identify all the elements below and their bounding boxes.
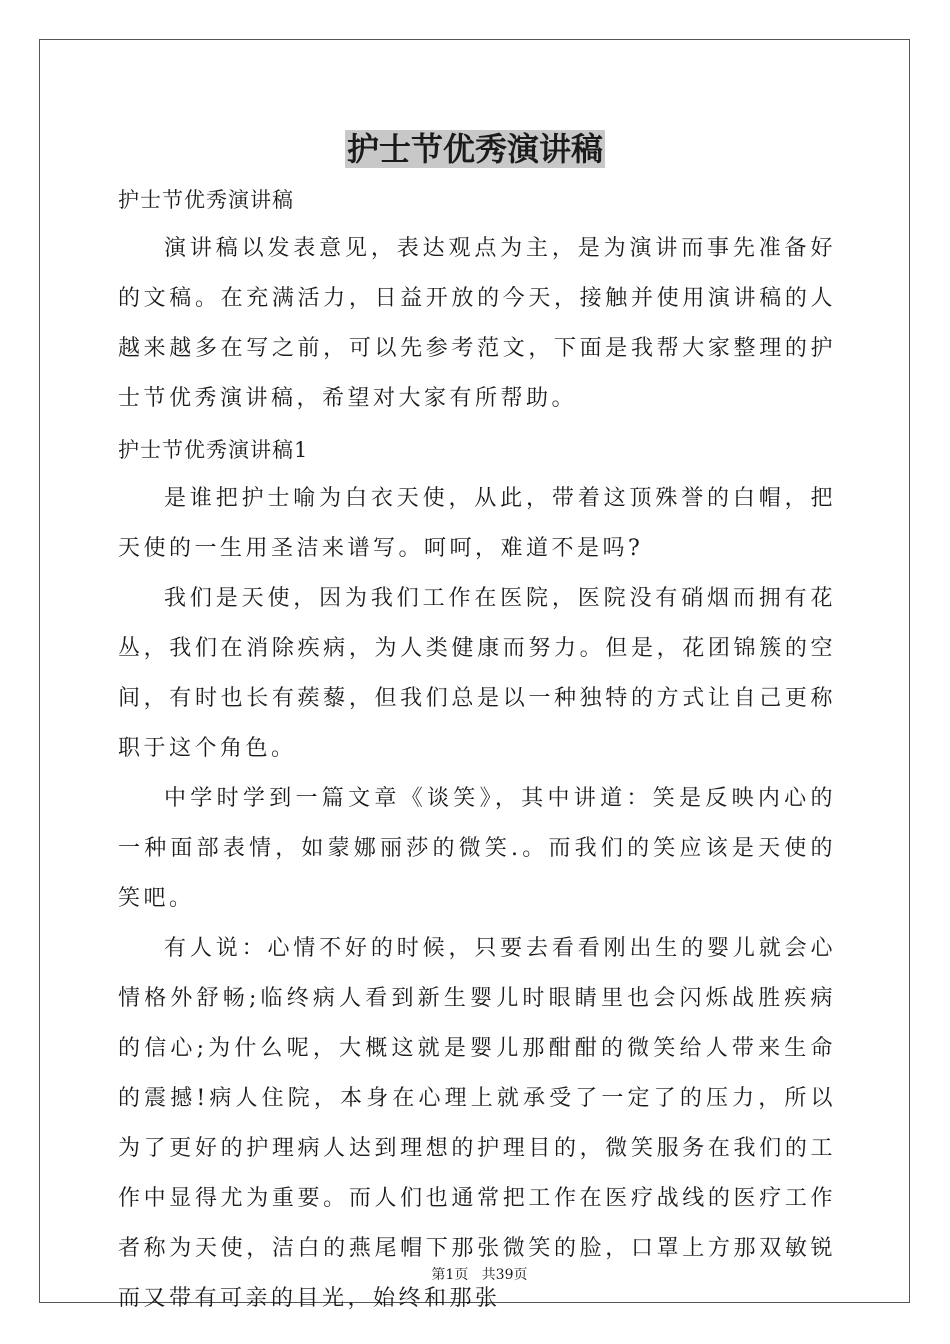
body-paragraph: 有人说：心情不好的时候，只要去看看刚出生的婴儿就会心情格外舒畅;临终病人看到新生婴儿时眼睛里也会闪烁战胜疾病的信心;为什么呢，大概这就是婴儿那酣酣的微笑给人带来生命的震撼!病人住院，本身在心理上就承受了一定了的压力，所以为了更好的护理病人达到理想的护理目的，微笑服务在我们的工作中显得尤为重要。而人们也通常把工作在医疗战线的医疗工作者称为天使，洁白的燕尾帽下那张微笑的脸，口罩上方那双敏锐而又带有可亲的目光，始终和那张: [118, 936, 836, 1311]
document-subtitle: 护士节优秀演讲稿: [118, 188, 294, 212]
page-footer: [0, 1245, 950, 1285]
document-title-text: 护士节优秀演讲稿: [346, 130, 603, 168]
body-paragraph: 我们是天使，因为我们工作在医院，医院没有硝烟而拥有花丛，我们在消除疾病，为人类健康而努力。但是，花团锦簇的空间，有时也长有蒺藜，但我们总是以一种独特的方式让自己更称职于这个角色。: [118, 586, 836, 761]
document-title: [0, 126, 950, 172]
body-paragraph: 是谁把护士喻为白衣天使，从此，带着这顶殊誉的白帽，把天使的一生用圣洁来谱写。呵呵，难道不是吗?: [118, 486, 836, 561]
document-body: [118, 176, 836, 1324]
page-number-label: 第1页 共39页: [431, 1267, 528, 1283]
body-paragraph: 中学时学到一篇文章《谈笑》，其中讲道：笑是反映内心的一种面部表情，如蒙娜丽莎的微笑.。而我们的笑应该是天使的笑吧。: [118, 786, 836, 911]
section-heading: 护士节优秀演讲稿1: [118, 438, 309, 462]
intro-paragraph: 演讲稿以发表意见，表达观点为主，是为演讲而事先准备好的文稿。在充满活力，日益开放的今天，接触并使用演讲稿的人越来越多在写之前，可以先参考范文，下面是我帮大家整理的护士节优秀演讲稿，希望对大家有所帮助。: [118, 236, 836, 411]
